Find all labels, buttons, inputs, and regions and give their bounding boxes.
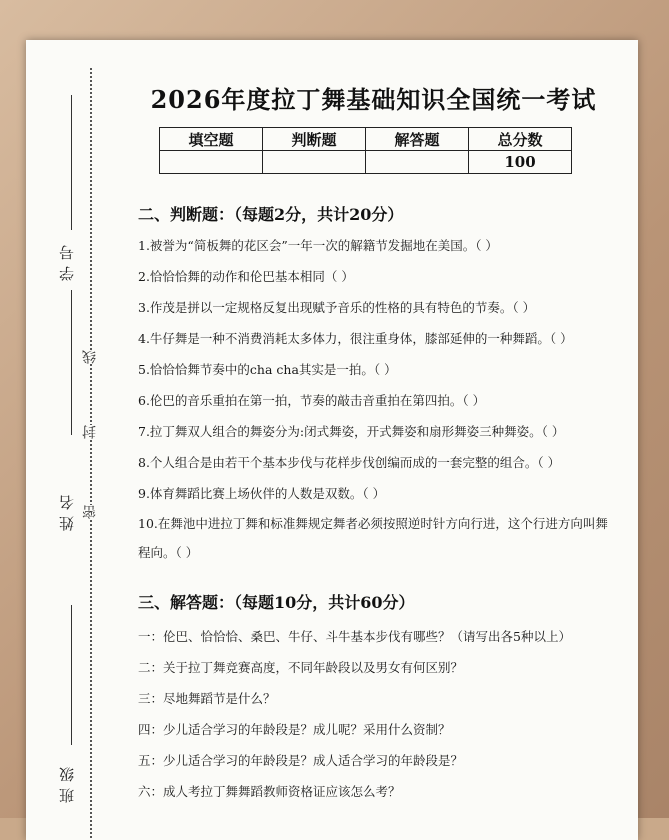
judge-question: 2.恰恰恰舞的动作和伦巴基本相同（ ） xyxy=(138,269,354,284)
score-header-fill: 填空题 xyxy=(160,128,263,151)
answer-question: 六：成人考拉丁舞舞蹈教师资格证应该怎么考？ xyxy=(138,784,401,799)
student-id-label: 学号 xyxy=(56,235,86,285)
section2-heading: 二、判断题：（每题2分，共计20分） xyxy=(138,205,404,224)
seal-word-secret: 密 xyxy=(80,505,102,519)
score-table xyxy=(159,127,572,174)
answer-question: 一：伦巴、恰恰恰、桑巴、牛仔、斗牛基本步伐有哪些？（请写出各5种以上） xyxy=(138,629,571,644)
score-header-judge: 判断题 xyxy=(263,128,366,151)
class-label: 班级 xyxy=(56,752,86,812)
score-table-header-row xyxy=(160,128,572,151)
exam-title: 2026年度拉丁舞基础知识全国统一考试 xyxy=(150,85,597,114)
seal-word-seal: 封 xyxy=(80,425,102,439)
answer-question: 五：少儿适合学习的年龄段是？成人适合学习的年龄段是？ xyxy=(138,753,464,768)
judge-question: 8.个人组合是由若干个基本步伐与花样步伐创编而成的一套完整的组合。（ ） xyxy=(138,455,561,470)
exam-paper xyxy=(26,40,638,840)
section3-heading: 三、解答题：（每题10分，共计60分） xyxy=(138,593,415,612)
score-header-answer: 解答题 xyxy=(366,128,469,151)
answer-question: 二：关于拉丁舞竞赛高度，不同年龄段以及男女有何区别？ xyxy=(138,660,464,675)
score-value-answer[interactable] xyxy=(366,151,469,174)
score-header-total: 总分数 xyxy=(469,128,572,151)
score-value-judge[interactable] xyxy=(263,151,366,174)
score-table-value-row xyxy=(160,151,572,174)
name-line xyxy=(71,290,72,435)
judge-question: 3.作茂是拼以一定规格反复出现赋予音乐的性格的具有特色的节奏。（ ） xyxy=(138,300,536,315)
judge-question: 9.体育舞蹈比赛上场伙伴的人数是双数。（ ） xyxy=(138,486,386,501)
judge-question: 7.拉丁舞双人组合的舞姿分为:闭式舞姿，开式舞姿和扇形舞姿三种舞姿。（ ） xyxy=(138,424,565,439)
judge-question: 5.恰恰恰舞节奏中的cha cha其实是一拍。（ ） xyxy=(138,362,397,377)
class-line xyxy=(71,605,72,745)
student-id-line xyxy=(71,95,72,230)
binding-margin xyxy=(26,40,126,840)
answer-question: 三：尽地舞蹈节是什么？ xyxy=(138,691,276,706)
score-value-fill[interactable] xyxy=(160,151,263,174)
answer-question: 四：少儿适合学习的年龄段是？成儿呢？采用什么资制？ xyxy=(138,722,451,737)
name-label: 姓名 xyxy=(56,480,86,540)
score-value-total: 100 xyxy=(469,151,572,174)
judge-question: 1.被誉为“简板舞的花区会”一年一次的解籍节发掘地在美国。（ ） xyxy=(138,238,498,253)
seal-dotted-line xyxy=(90,68,92,838)
judge-question: 10.在舞池中进拉丁舞和标准舞规定舞者必须按照逆时针方向行进，这个行进方向叫舞程向。（ ） xyxy=(138,516,608,560)
judge-question: 4.牛仔舞是一种不消费消耗太多体力，很注重身体，膝部延伸的一种舞蹈。（ ） xyxy=(138,331,573,346)
seal-word-line: 线 xyxy=(80,350,102,364)
judge-question: 6.伦巴的音乐重拍在第一拍，节奏的敲击音重拍在第四拍。（ ） xyxy=(138,393,486,408)
